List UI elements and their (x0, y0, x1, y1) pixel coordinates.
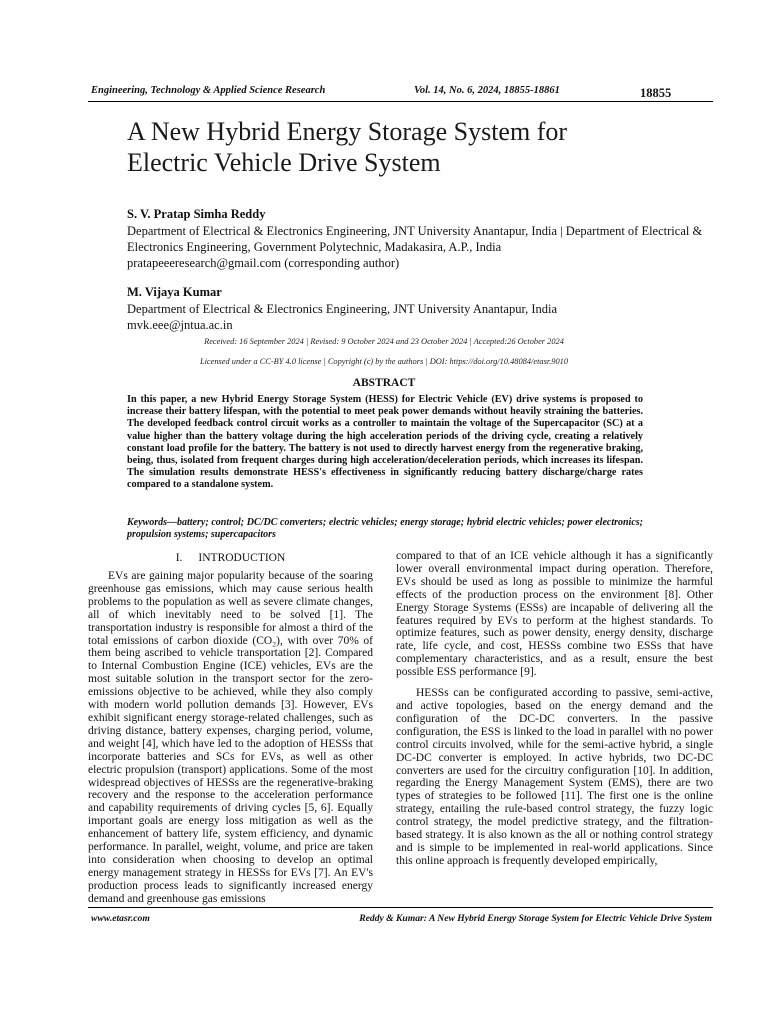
author-name-2: M. Vijaya Kumar (127, 285, 222, 299)
paper-title-line-2: Electric Vehicle Drive System (127, 148, 441, 177)
paragraph: compared to that of an ICE vehicle although it has a significantly lower overall environmental impact during operation. Therefore, EVs should be used as long as possible to minimize the harmful effects of the production process on the environment [8]. Other Energy Storage Systems (ESSs) are incapable of delivering all the features required by EVs to perform at the highest standards. To optimize features, such as power density, energy density, discharge rate, life cycle, and cost, HESSs combine two ESSs that have complementary characteristics, and as a result, ensure the best possible ESS performance [9]. (396, 550, 713, 679)
license-line: Licensed under a CC-BY 4.0 license | Copyright (c) by the authors | DOI: https://doi.org/10.48084/etasr.9010 (199, 357, 569, 366)
submission-dates: Received: 16 September 2024 | Revised: 9 October 2024 and 23 October 2024 | Accepted:26 October 2024 (204, 337, 564, 346)
paragraph: HESSs can be configurated according to passive, semi-active, and active topologies, based on the energy demand and the configuration of the DC-DC converters. In the passive configuration, the ESS is linked to the load in parallel with no power control circuits involved, while for the semi-active hybrid, a single DC-DC converter is employed. In active hybrids, two DC-DC converters are used for the circuitry configuration [10]. In addition, regarding the Energy Management System (EMS), there are two types of strategies to be followed [11]. The first one is the online strategy, entailing the rule-based control strategy, the fuzzy logic control strategy, the model predictive strategy, and the filtration-based strategy. It is also known as the all or nothing control strategy and is simple to be implemented in real-world applications. Since this online approach is frequently developed empirically, (396, 687, 713, 867)
left-column (88, 570, 373, 906)
footer-citation: Reddy & Kumar: A New Hybrid Energy Storage System for Electric Vehicle Drive System (359, 913, 712, 924)
author-affiliation-1 (127, 223, 717, 271)
abstract-heading: ABSTRACT (352, 377, 416, 389)
journal-name: Engineering, Technology & Applied Science Research (91, 85, 326, 96)
affiliation-text: Department of Electrical & Electronics Engineering, JNT University Anantapur, India (127, 302, 558, 316)
page-number: 18855 (640, 86, 672, 100)
section-title: INTRODUCTION (198, 552, 286, 564)
footer-website: www.etasr.com (91, 913, 150, 924)
header-divider (88, 101, 713, 102)
author-affiliation-2 (127, 301, 717, 333)
right-column (396, 550, 713, 868)
paper-title (127, 116, 717, 178)
author-name-1: S. V. Pratap Simha Reddy (127, 207, 266, 221)
abstract-body: In this paper, a new Hybrid Energy Storage System (HESS) for Electric Vehicle (EV) drive systems is proposed to increase their battery lifespan, with the potential to meet peak power demands without heavily straining the batteries. The developed feedback control circuit works as a controller to maintain the voltage of the Supercapacitor (SC) at a value higher than the battery voltage during the high acceleration periods of the driving cycle, creating a relatively constant load profile for the battery. The battery is not used to directly harvest energy from the regenerative braking, being, thus, isolated from frequent charges during high acceleration/deceleration periods, which increases its lifespan. The simulation results demonstrate HESS's effectiveness in significantly reducing battery discharge/charge rates compared to a standalone system. (127, 394, 643, 491)
volume-info: Vol. 14, No. 6, 2024, 18855-18861 (414, 85, 560, 96)
footer-divider (88, 907, 713, 908)
paragraph: EVs are gaining major popularity because of the soaring greenhouse gas emissions, which may cause serious health problems to the population as well as severe climate changes, all of which inevitably need to be solved [1]. The transportation industry is responsible for almost a third of the total emissions of carbon dioxide (CO₂), with over 70% of them being ascribed to vehicle transportation [2]. Compared to Internal Combustion Engine (ICE) vehicles, EVs are the most suitable solution in the transport sector for the zero-emissions objective to be achieved, while they also comply with modern world pollution demands [3]. However, EVs exhibit significant energy storage-related challenges, such as driving distance, battery expenses, charging period, volume, and weight [4], which have led to the adoption of HESSs that incorporate batteries and SCs for EVs, as well as other electric propulsion (transport) applications. Some of the most widespread objectives of HESSs are the regenerative-braking recovery and the response to the acceleration performance and capability requirements of driving cycles [5, 6]. Equally important goals are energy loss mitigation as well as the enhancement of battery life, system efficiency, and dynamic performance. In parallel, weight, volume, and price are taken into consideration when choosing to develop an optimal energy management strategy in HESSs for EVs [7]. An EV's production process leads to significantly increased energy demand and greenhouse gas emissions (88, 570, 373, 905)
affiliation-text: Department of Electrical & Electronics Engineering, JNT University Anantapur, India | Department of Electrical & Electronics Engineering, Government Polytechnic, Madakasira, A.P., India (127, 224, 703, 254)
author-email-1: pratapeeeresearch@gmail.com (corresponding author) (127, 256, 400, 270)
section-heading (88, 552, 373, 564)
keywords: Keywords—battery; control; DC/DC converters; electric vehicles; energy storage; hybrid electric vehicles; power electronics; propulsion systems; supercapacitors (127, 517, 643, 541)
section-number: I. (175, 552, 183, 564)
paper-title-line-1: A New Hybrid Energy Storage System for (127, 117, 568, 146)
author-email-2: mvk.eee@jntua.ac.in (127, 318, 233, 332)
